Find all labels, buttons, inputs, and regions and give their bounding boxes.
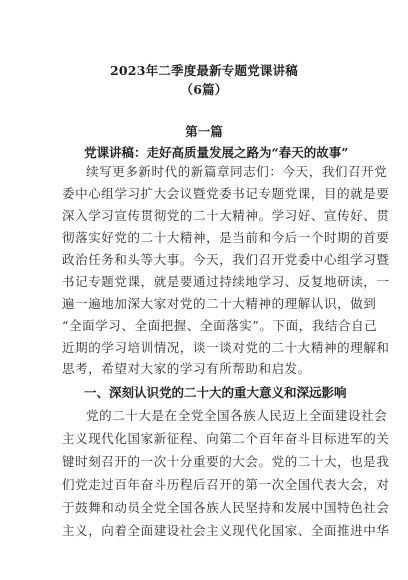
paragraph-line: 委中心组学习扩大会议暨党委书记专题党课，目的就是要 bbox=[62, 186, 390, 201]
paragraph-line: 主义现代化国家新征程、向第二个百年奋斗目标进军的关 bbox=[62, 431, 390, 446]
paragraph-line: 书记专题党课，就是要通过持续地学习、反复地研读，一 bbox=[62, 274, 390, 289]
document-title-count: （6篇） bbox=[180, 82, 228, 97]
section-heading: 一、深刻认识党的二十大的重大意义和深远影响 bbox=[84, 385, 347, 400]
paragraph-line: 遍一遍地加深大家对党的二十大精神的理解认识，做到 bbox=[62, 296, 377, 311]
paragraph-line: 主义，向着全面建设社会主义现代化国家、全面推进中华 bbox=[62, 523, 390, 538]
part-heading: 第一篇 bbox=[185, 124, 223, 139]
paragraph-line: 键时刻召开的一次十分重要的大会。党的二十大，也是我 bbox=[62, 454, 390, 469]
paragraph-line: 于鼓舞和动员全党全国各族人民坚持和发展中国特色社会 bbox=[62, 500, 390, 515]
paragraph-line: “全面学习、全面把握、全面落实”。下面，我结合自己 bbox=[62, 318, 378, 333]
paragraph-line: 续写更多新时代的新篇章同志们：今天，我们召开党 bbox=[86, 164, 388, 179]
paragraph-line: 党的二十大是在全党全国各族人民迈上全面建设社会 bbox=[86, 408, 388, 423]
lecture-subtitle: 党课讲稿：走好高质量发展之路为“春天的故事” bbox=[84, 145, 349, 160]
paragraph-line: 近期的学习培训情况，谈一谈对党的二十大精神的理解和 bbox=[62, 340, 390, 355]
document-title: 2023年二季度最新专题党课讲稿 bbox=[110, 63, 298, 78]
paragraph-line: 深入学习宣传贯彻党的二十大精神。学习好、宣传好、贯 bbox=[62, 208, 390, 223]
paragraph-line: 政治任务和头等大事。今天，我们召开党委中心组学习暨 bbox=[62, 252, 390, 267]
paragraph-line: 彻落实好党的二十大精神，是当前和今后一个时期的首要 bbox=[62, 230, 390, 245]
paragraph-line: 思考，希望对大家的学习有所帮助和启发。 bbox=[62, 361, 311, 376]
paragraph-line: 们党走过百年奋斗历程后召开的第一次全国代表大会，对 bbox=[62, 477, 390, 492]
